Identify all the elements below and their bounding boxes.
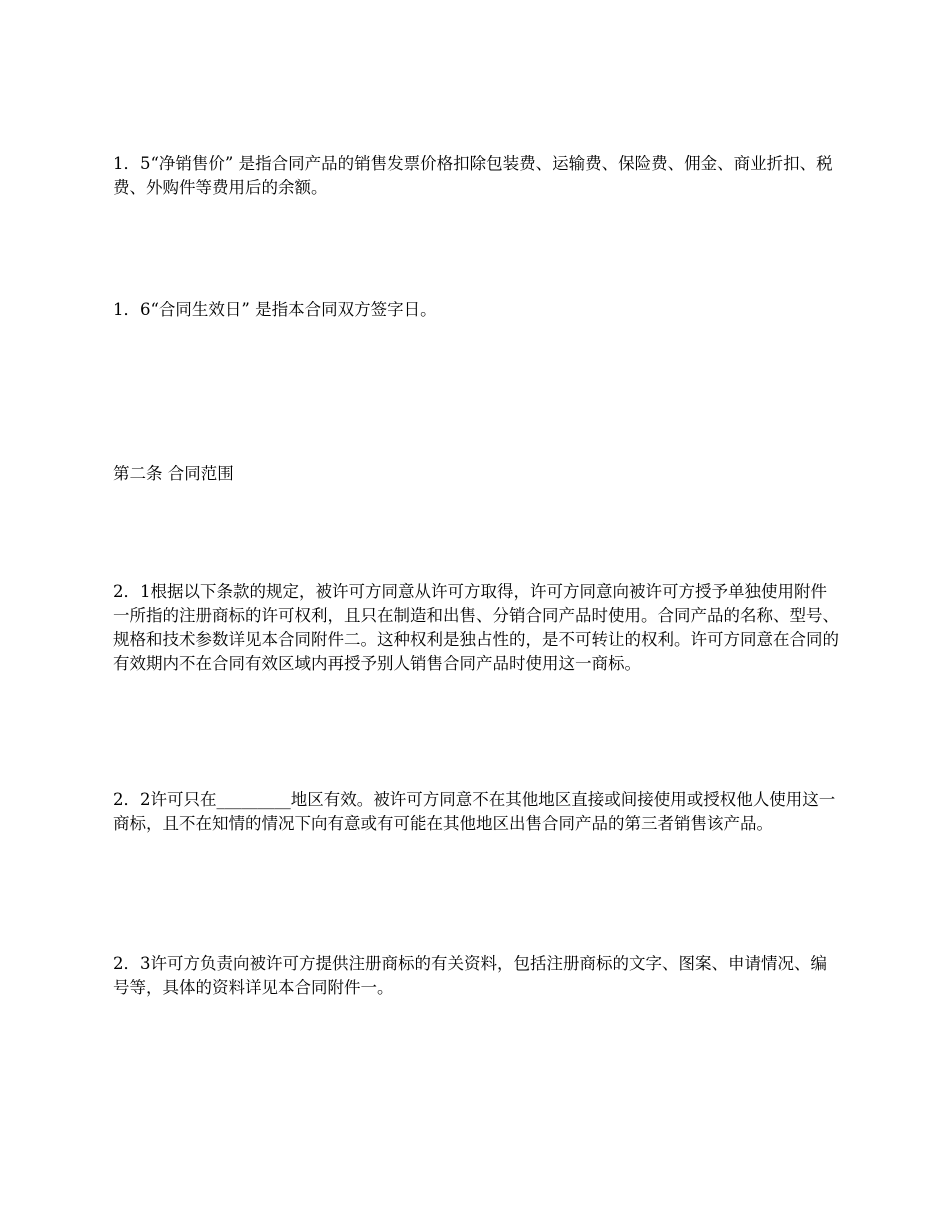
clause-2-3-paragraph: 2．3许可方负责向被许可方提供注册商标的有关资料，包括注册商标的文字、图案、申请情况、编号等，具体的资料详见本合同附件一。 (113, 954, 827, 997)
clause-2-2-paragraph: 2．2许可只在_________地区有效。被许可方同意不在其他地区直接或间接使用或授权他人使用这一商标，且不在知情的情况下向有意或有可能在其他地区出售合同产品的第三者销售该产品。 (113, 790, 836, 833)
clause-2-1-paragraph: 2．1根据以下条款的规定，被许可方同意从许可方取得，许可方同意向被许可方授予单独使用附件一所指的注册商标的许可权利，且只在制造和出售、分销合同产品时使用。合同产品的名称、型号、规格和技术参数详见本合同附件二。这种权利是独占性的，是不可转让的权利。许可方同意在合同的有效期内不在合同有效区域内再授予别人销售合同产品时使用这一商标。 (113, 582, 839, 673)
clause-1-6-paragraph: 1．6“合同生效日” 是指本合同双方签字日。 (113, 300, 437, 319)
clause-1-5-paragraph: 1．5“净销售价” 是指合同产品的销售发票价格扣除包装费、运输费、保险费、佣金、商业折扣、税费、外购件等费用后的余额。 (113, 154, 833, 197)
article-2-heading: 第二条 合同范围 (113, 464, 234, 483)
